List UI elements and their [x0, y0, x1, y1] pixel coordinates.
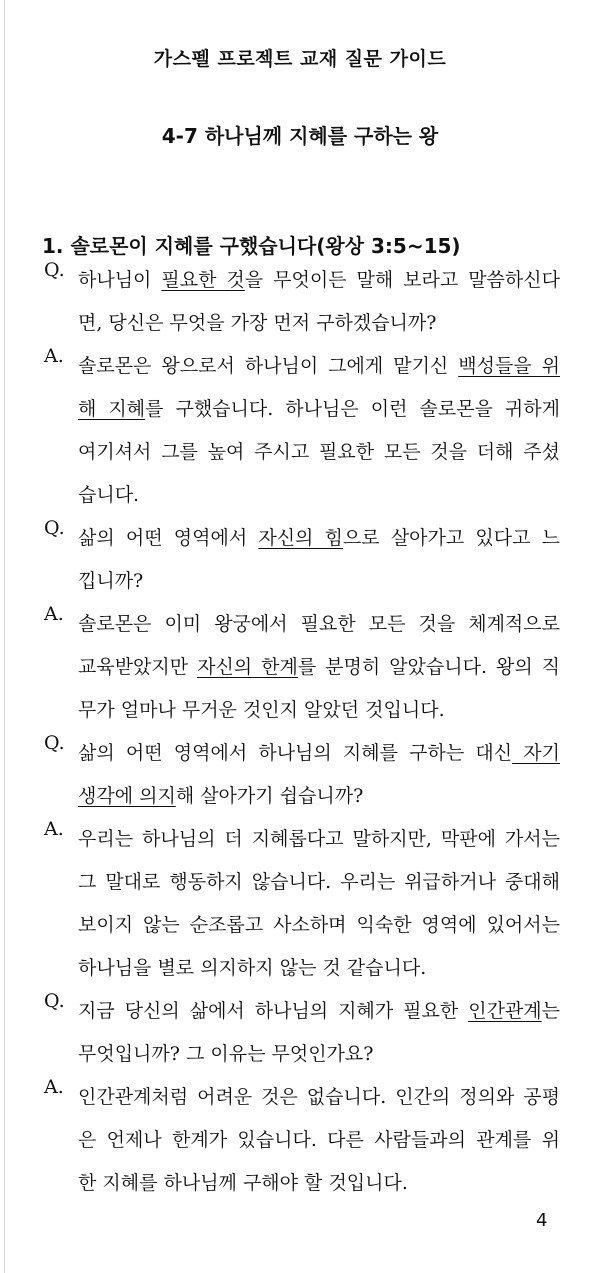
text-line: 무엇입니까? 그 이유는 무엇인가요?	[78, 1043, 374, 1065]
text-line: 하나님을 별로 의지하지 않는 것 같습니다.	[78, 957, 427, 979]
qa-label: A.	[44, 1076, 64, 1098]
text-line: 여기셔서 그를 높여 주시고 필요한 모든 것을 더해 주셨	[78, 441, 560, 463]
lesson-title: 4-7 하나님께 지혜를 구하는 왕	[161, 124, 439, 148]
qa-block-1	[44, 259, 560, 345]
qa-text	[78, 990, 560, 1076]
underlined-phrase: 해 지혜	[78, 398, 146, 420]
qa-text	[78, 1076, 560, 1205]
text-line: 무가 얼마나 무거운 것인지 알았던 것입니다.	[78, 699, 445, 721]
qa-text	[78, 259, 560, 345]
text-line: 솔로몬은 왕으로서 하나님이 그에게 맡기신 백성들을 위	[78, 355, 560, 377]
qa-text	[78, 517, 560, 603]
underlined-phrase: 백성들을 위	[458, 355, 560, 377]
text-line: 삶의 어떤 영역에서 자신의 힘으로 살아가고 있다고 느	[78, 527, 560, 549]
text-line: 보이지 않는 순조롭고 사소하며 익숙한 영역에 있어서는	[78, 914, 560, 936]
page-edge-line	[4, 0, 5, 1273]
text-line: 생각에 의지해 살아가기 쉽습니까?	[78, 785, 364, 807]
text-line: 낍니까?	[78, 570, 144, 592]
qa-label: Q.	[44, 732, 65, 754]
underlined-phrase: 필요한 것	[161, 269, 245, 291]
qa-block-6	[44, 818, 560, 990]
text-line: 교육받았지만 자신의 한계를 분명히 알았습니다. 왕의 직	[78, 656, 560, 678]
text-line: 면, 당신은 무엇을 가장 먼저 구하겠습니까?	[78, 312, 437, 334]
text-line: 하나님이 필요한 것을 무엇이든 말해 보라고 말씀하신다	[78, 269, 560, 291]
text-line: 그 말대로 행동하지 않습니다. 우리는 위급하거나 중대해	[78, 871, 560, 893]
qa-text	[78, 603, 560, 732]
qa-block-3	[44, 517, 560, 603]
text-line: 한 지혜를 하나님께 구해야 할 것입니다.	[78, 1172, 408, 1194]
text-line: 은 언제나 한계가 있습니다. 다른 사람들과의 관계를 위	[78, 1129, 560, 1151]
underlined-phrase: 생각에 의지	[78, 785, 176, 807]
underlined-phrase: 자신의 한계	[197, 656, 298, 678]
underlined-phrase: 자신의 힘	[258, 527, 343, 549]
qa-block-2	[44, 345, 560, 517]
qa-block-4	[44, 603, 560, 732]
qa-label: A.	[44, 345, 64, 367]
text-line: 솔로몬은 이미 왕궁에서 필요한 모든 것을 체계적으로	[78, 613, 560, 635]
text-line: 지금 당신의 삶에서 하나님의 지혜가 필요한 인간관계는	[78, 1000, 560, 1022]
text-line: 우리는 하나님의 더 지혜롭다고 말하지만, 막판에 가서는	[78, 828, 560, 850]
text-line: 해 지혜를 구했습니다. 하나님은 이런 솔로몬을 귀하게	[78, 398, 560, 420]
qa-text	[78, 732, 560, 818]
qa-label: Q.	[44, 517, 65, 539]
qa-block-7	[44, 990, 560, 1076]
underlined-phrase: 자기	[512, 742, 560, 764]
qa-label: A.	[44, 603, 64, 625]
text-line: 습니다.	[78, 484, 140, 506]
qa-text	[78, 818, 560, 990]
underlined-phrase: 인간관계	[468, 1000, 542, 1022]
guide-title: 가스펠 프로젝트 교재 질문 가이드	[153, 48, 447, 70]
qa-block-5	[44, 732, 560, 818]
qa-text	[78, 345, 560, 517]
text-line: 인간관계처럼 어려운 것은 없습니다. 인간의 정의와 공평	[78, 1086, 560, 1108]
section-heading: 1. 솔로몬이 지혜를 구했습니다(왕상 3:5~15)	[42, 234, 461, 258]
qa-label: A.	[44, 818, 64, 840]
text-line: 삶의 어떤 영역에서 하나님의 지혜를 구하는 대신 자기	[78, 742, 560, 764]
qa-label: Q.	[44, 990, 65, 1012]
qa-block-8	[44, 1076, 560, 1205]
qa-label: Q.	[44, 259, 65, 281]
page-number: 4	[536, 1210, 548, 1231]
